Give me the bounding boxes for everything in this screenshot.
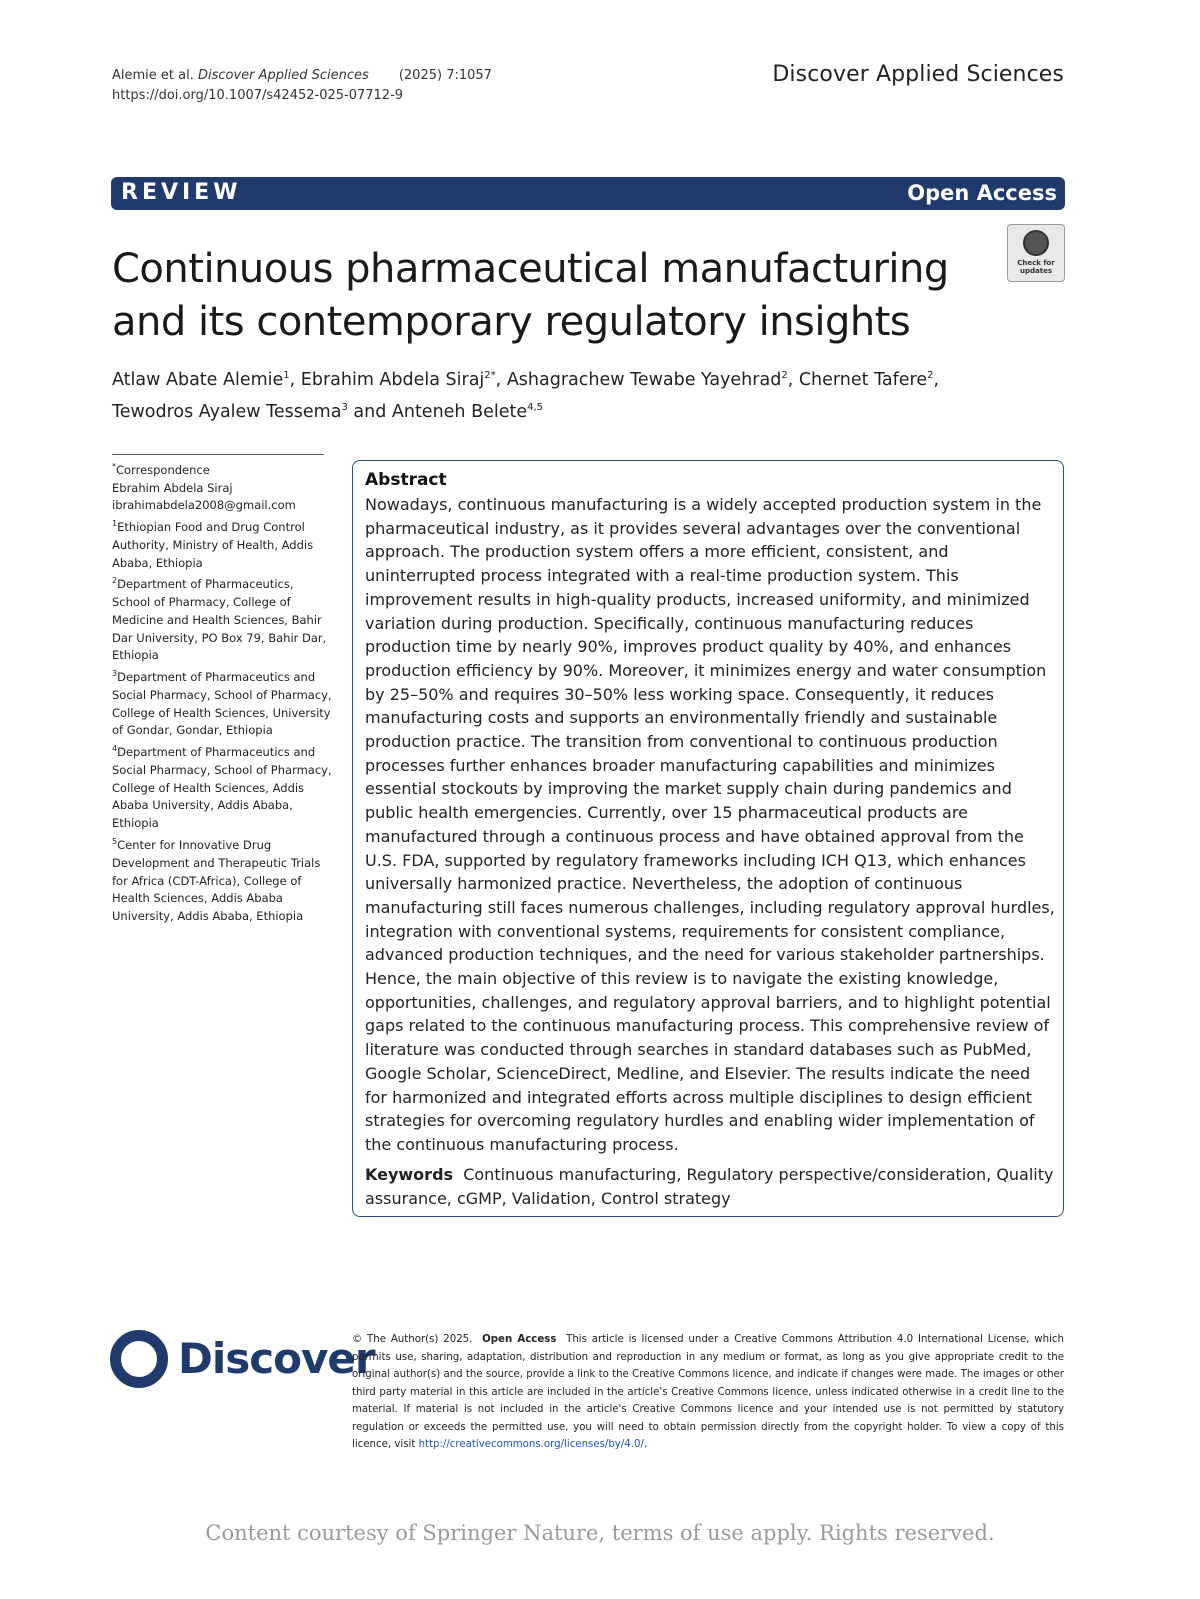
corr-mark: *: [112, 462, 116, 471]
title-line-2: and its contemporary regulatory insights: [112, 299, 911, 345]
affiliation-item: [112, 515, 334, 572]
correspondence-label: [112, 458, 334, 480]
open-access-label: Open Access: [907, 181, 1057, 205]
update-icon: [1023, 230, 1049, 256]
author-name[interactable]: Atlaw Abate Alemie: [112, 369, 284, 390]
correspondence-email[interactable]: ibrahimabdela2008@gmail.com: [112, 498, 296, 513]
correspondence-name: Ebrahim Abdela Siraj: [112, 480, 233, 495]
cite-year: (2025) 7:1057: [398, 68, 492, 83]
affil-text: Center for Innovative Drug Development and Therapeutic Trials for Africa (CDT-Africa), College of Health Sciences, Addis Ababa University, Addis Ababa, Ethiopia: [112, 837, 321, 924]
license-text: This article is licensed under a Creative Commons Attribution 4.0 International License, which permits use, sharing, adaptation, distribution and reproduction in any medium or format, as long as you give appropriate credit to the original author(s) and the source, provide a link to the Creative Commons licence, and indicate if changes were made. The images or other third party material in this article are included in the article's Creative Commons licence, unless indicated otherwise in a credit line to the material. If material is not included in the article's Creative Commons licence and your intended use is not permitted by statutory regulation or exceeds the permitted use, you will need to obtain permission directly from the copyright holder. To view a copy of this licence, visit: [352, 1334, 1064, 1450]
affiliation-item: [112, 572, 334, 665]
page-footer: Content courtesy of Springer Nature, terms of use apply. Rights reserved.: [205, 1521, 995, 1545]
author-affil-sup: 4,5: [527, 401, 544, 413]
check-for-updates-badge[interactable]: [1007, 224, 1065, 282]
affiliation-item: [112, 833, 334, 926]
affil-sup: 3: [112, 669, 118, 679]
title-line-1: Continuous pharmaceutical manufacturing: [112, 246, 949, 292]
author-affil-sup: 1: [283, 370, 290, 381]
author-separator: and: [347, 401, 392, 422]
affiliation-divider: [112, 454, 324, 455]
affil-sup: 1: [112, 519, 118, 529]
affiliation-item: [112, 740, 334, 833]
keywords: [365, 1163, 1055, 1211]
cite-journal: Discover Applied Sciences: [197, 68, 369, 83]
license-open-access: Open Access: [482, 1334, 557, 1345]
author-name[interactable]: Ebrahim Abdela Siraj: [300, 369, 485, 390]
cite-authors: Alemie et al.: [112, 68, 198, 83]
check-for-updates-label: Check for updates: [1017, 259, 1055, 275]
copyright: © The Author(s) 2025.: [352, 1334, 473, 1345]
author-affil-sup: 2*: [484, 370, 496, 381]
corr-label: Correspondence: [116, 462, 210, 477]
affiliations: [112, 458, 334, 926]
affil-sup: 5: [112, 837, 118, 847]
affil-text: Ethiopian Food and Drug Control Authority, Ministry of Health, Addis Ababa, Ethiopia: [112, 520, 314, 570]
citation-line: [112, 66, 492, 86]
author-affil-sup: 3: [341, 401, 348, 413]
abstract-text: Nowadays, continuous manufacturing is a widely accepted production system in the pharmaceutical industry, as it provides several advantages over the conventional approach. The production system offers a more efficient, consistent, and uninterrupted process integrated with a real-time production system. This improvement results in high-quality products, increased uniformity, and minimized variation during production. Specifically, continuous manufacturing reduces production time by nearly 90%, improves product quality by 40%, and enhances production efficiency by 90%. Moreover, it minimizes energy and water consumption by 25–50% and requires 30–50% less working space. Consequently, it reduces manufacturing costs and supports an environmentally friendly and sustainable production practice. The transition from conventional to continuous production processes further enhances broader manufacturing capabilities and minimizes essential stockouts by improving the market supply chain during pandemics and public health emergencies. Currently, over 15 pharmaceutical products are manufactured through a continuous process and have obtained approval from the U.S. FDA, supported by regulatory frameworks including ICH Q13, which enhances universally harmonized practice. Nevertheless, the adoption of continuous manufacturing still faces numerous challenges, including regulatory approval hurdles, integration with conventional systems, requirements for consistent compliance, advanced production techniques, and the need for various stakeholder partnerships. Hence, the main objective of this review is to navigate the existing knowledge, opportunities, challenges, and regulatory approval barriers, and to highlight potential gaps related to the continuous manufacturing process. This comprehensive review of literature was conducted through searches in standard databases such as PubMed, Google Scholar, ScienceDirect, Medline, and Elsevier. The results indicate the need for harmonized and integrated efforts across multiple disciplines to design efficient strategies for overcoming regulatory hurdles and enabling wider implementation of the continuous manufacturing process.: [365, 495, 1055, 1154]
affiliation-item: [112, 665, 334, 740]
author-separator: ,: [933, 369, 940, 390]
license-statement: [352, 1331, 1064, 1454]
affil-sup: 2: [112, 576, 118, 586]
abstract-heading: Abstract: [365, 470, 447, 490]
affil-text: Department of Pharmaceutics and Social Pharmacy, School of Pharmacy, College of Health Sciences, Addis Ababa University, Addis Ababa, Ethiopia: [112, 745, 332, 831]
author-affil-sup: 2: [927, 370, 934, 381]
author-separator: ,: [289, 369, 301, 390]
journal-name: Discover Applied Sciences: [772, 62, 1064, 87]
article-type-label: REVIEW: [121, 180, 242, 205]
author-separator: ,: [787, 369, 799, 390]
author-name[interactable]: Tewodros Ayalew Tessema: [112, 401, 342, 422]
author-separator: ,: [495, 369, 507, 390]
discover-logo: [110, 1330, 375, 1390]
citation-header: [112, 66, 492, 106]
affil-sup: 4: [112, 744, 118, 754]
keywords-label: Keywords: [365, 1165, 454, 1184]
author-name[interactable]: Ashagrachew Tewabe Yayehrad: [506, 369, 782, 390]
author-list: [112, 362, 1012, 426]
author-affil-sup: 2: [781, 370, 788, 381]
affil-text: Department of Pharmaceutics and Social Pharmacy, School of Pharmacy, College of Health Sciences, University of Gondar, Gondar, Ethiopia: [112, 670, 332, 738]
keywords-list: Continuous manufacturing, Regulatory perspective/consideration, Quality assurance, cGMP, Validation, Control strategy: [365, 1165, 1054, 1208]
discover-logo-icon: [110, 1330, 168, 1388]
license-end: .: [643, 1439, 648, 1450]
doi-link[interactable]: https://doi.org/10.1007/s42452-025-07712-9: [112, 88, 404, 103]
discover-logo-text: Discover: [178, 1334, 375, 1383]
article-title: [112, 243, 992, 349]
license-url[interactable]: http://creativecommons.org/licenses/by/4.0/: [418, 1439, 644, 1450]
author-name[interactable]: Anteneh Belete: [391, 401, 528, 422]
author-name[interactable]: Chernet Tafere: [798, 369, 928, 390]
affil-text: Department of Pharmaceutics, School of Pharmacy, College of Medicine and Health Sciences, Bahir Dar University, PO Box 79, Bahir Dar, Ethiopia: [112, 577, 327, 663]
article-type-banner: [111, 177, 1065, 210]
